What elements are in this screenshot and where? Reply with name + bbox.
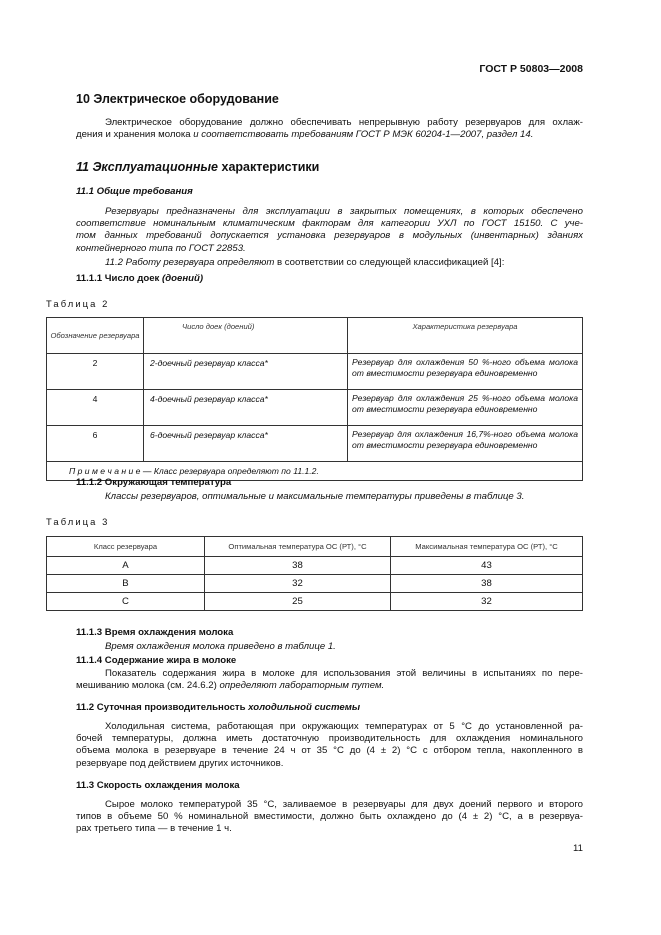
section-11-1-2-title: 11.1.2 Окружающая температура: [76, 477, 232, 488]
header-class: Класс резервуара: [47, 537, 205, 557]
table-row: [47, 354, 583, 390]
table-header-row: [47, 318, 583, 354]
section-11-1-3-title: 11.1.3 Время охлаждения молока: [76, 627, 234, 638]
header-max-temp: Максимальная температура ОС (РТ), °С: [391, 537, 583, 557]
cell-optimal: 38: [205, 557, 391, 575]
table-row: [47, 593, 583, 611]
section-11-2-title: 11.2 Суточная производительность холодильной системы: [76, 702, 361, 713]
cell-max: 32: [391, 593, 583, 611]
cell-max: 43: [391, 557, 583, 575]
table-header-row: [47, 537, 583, 557]
cell-class: C: [47, 593, 205, 611]
p1-line-2: соответствие номинальным климатическим факторам для категории УХЛ по ГОСТ 15150. С уче-: [76, 218, 583, 230]
table-2: [46, 317, 583, 481]
cell-designation: 6: [47, 426, 144, 462]
cell-optimal: 32: [205, 575, 391, 593]
section-11-1-text: [76, 206, 583, 255]
standard-number: ГОСТ Р 50803—2008: [479, 63, 583, 75]
header-characteristic: Характеристика резервуара: [348, 318, 583, 354]
table-3-caption: Таблица 3: [46, 516, 110, 527]
cell-description: Резервуар для охлаждения 50 %-ного объема молока от вместимости резервуара единовременно: [348, 354, 583, 390]
section-10-title: 10 Электрическое оборудование: [76, 92, 279, 106]
header-designation: Обозначение резервуара: [47, 318, 144, 354]
cell-class: A: [47, 557, 205, 575]
cell-max: 38: [391, 575, 583, 593]
section-11-1-4-title: 11.1.4 Содержание жира в молоке: [76, 655, 237, 666]
cell-count: 2-доечный резервуар класса*: [144, 354, 348, 390]
cell-class: B: [47, 575, 205, 593]
table-note: П р и м е ч а н и е — Класс резервуара определяют по 11.1.2.: [47, 462, 583, 481]
header-milking-count: Число доек (доений): [144, 318, 348, 354]
table-row: [47, 426, 583, 462]
table-2-caption: Таблица 2: [46, 298, 110, 309]
section-11-title: 11 Эксплуатационные характеристики: [76, 160, 320, 174]
section-11-2-text: Холодильная система, работающая при окружающих температурах от 5 °С до установленной ра- бочей температуры, должна иметь достаточную производительность для охлаждения номинального объема молока в резервуаре в течение 24 ч от 35 °С до (4 ± 2) °С с отбором тепла, накопленного в резервуаре под действием других источников.: [76, 721, 583, 769]
section-11-1-1-title: 11.1.1 Число доек (доений): [76, 273, 204, 284]
header-optimal-temp: Оптимальная температура ОС (РТ), °С: [205, 537, 391, 557]
table-row: [47, 557, 583, 575]
cell-optimal: 25: [205, 593, 391, 611]
cell-description: Резервуар для охлаждения 25 %-ного объема молока от вместимости резервуара единовременно: [348, 390, 583, 426]
page-number: 11: [573, 843, 583, 854]
p1-line-3: том данных требований допускается установка резервуаров в модульных (инвентарных) зданиях: [76, 230, 583, 242]
section-11-1-3-text: Время охлаждения молока приведено в таблице 1.: [105, 641, 336, 652]
cell-designation: 2: [47, 354, 144, 390]
section-11-3-text: Сырое молоко температурой 35 °С, заливаемое в резервуары для двух доений первого и второго типов в объеме 50 % номинальной вместимости, должно быть охлаждено до (4 ± 2) °С, а в резервуа- рах третьего типа — в течение 1 ч.: [76, 799, 583, 835]
section-10-line-2: дения и хранения молока и соответствовать требованиям ГОСТ Р МЭК 60204-1—2007, раздел 14.: [76, 129, 534, 141]
p1-line-1: Резервуары предназначены для эксплуатации в закрытых помещениях, в которых обеспечено: [105, 206, 583, 217]
cell-description: Резервуар для охлаждения 16,7%-ного объема молока от вместимости резервуара единовременно: [348, 426, 583, 462]
section-11-2-classification: 11.2 Работу резервуара определяют в соответствии со следующей классификацией [4]:: [105, 257, 505, 268]
section-11-3-title: 11.3 Скорость охлаждения молока: [76, 780, 240, 791]
cell-designation: 4: [47, 390, 144, 426]
section-11-1-title: 11.1 Общие требования: [76, 186, 193, 197]
table-row: [47, 390, 583, 426]
table-row: [47, 575, 583, 593]
table-3: [46, 536, 583, 611]
section-11-1-2-text: Классы резервуаров, оптимальные и максимальные температуры приведены в таблице 3.: [105, 491, 525, 502]
section-11-1-4-text: Показатель содержания жира в молоке для использования этой величины в испытаниях по пере- мешиванию молока (см. 24.6.2) определяют лабораторным путем.: [76, 668, 583, 692]
p1-line-4: контейнерного типа по ГОСТ 22853.: [76, 242, 246, 254]
section-10-text: [76, 117, 583, 141]
section-10-line-1: Электрическое оборудование должно обеспечивать непрерывную работу резервуаров для охлаж-: [105, 117, 583, 128]
cell-count: 4-доечный резервуар класса*: [144, 390, 348, 426]
cell-count: 6-доечный резервуар класса*: [144, 426, 348, 462]
